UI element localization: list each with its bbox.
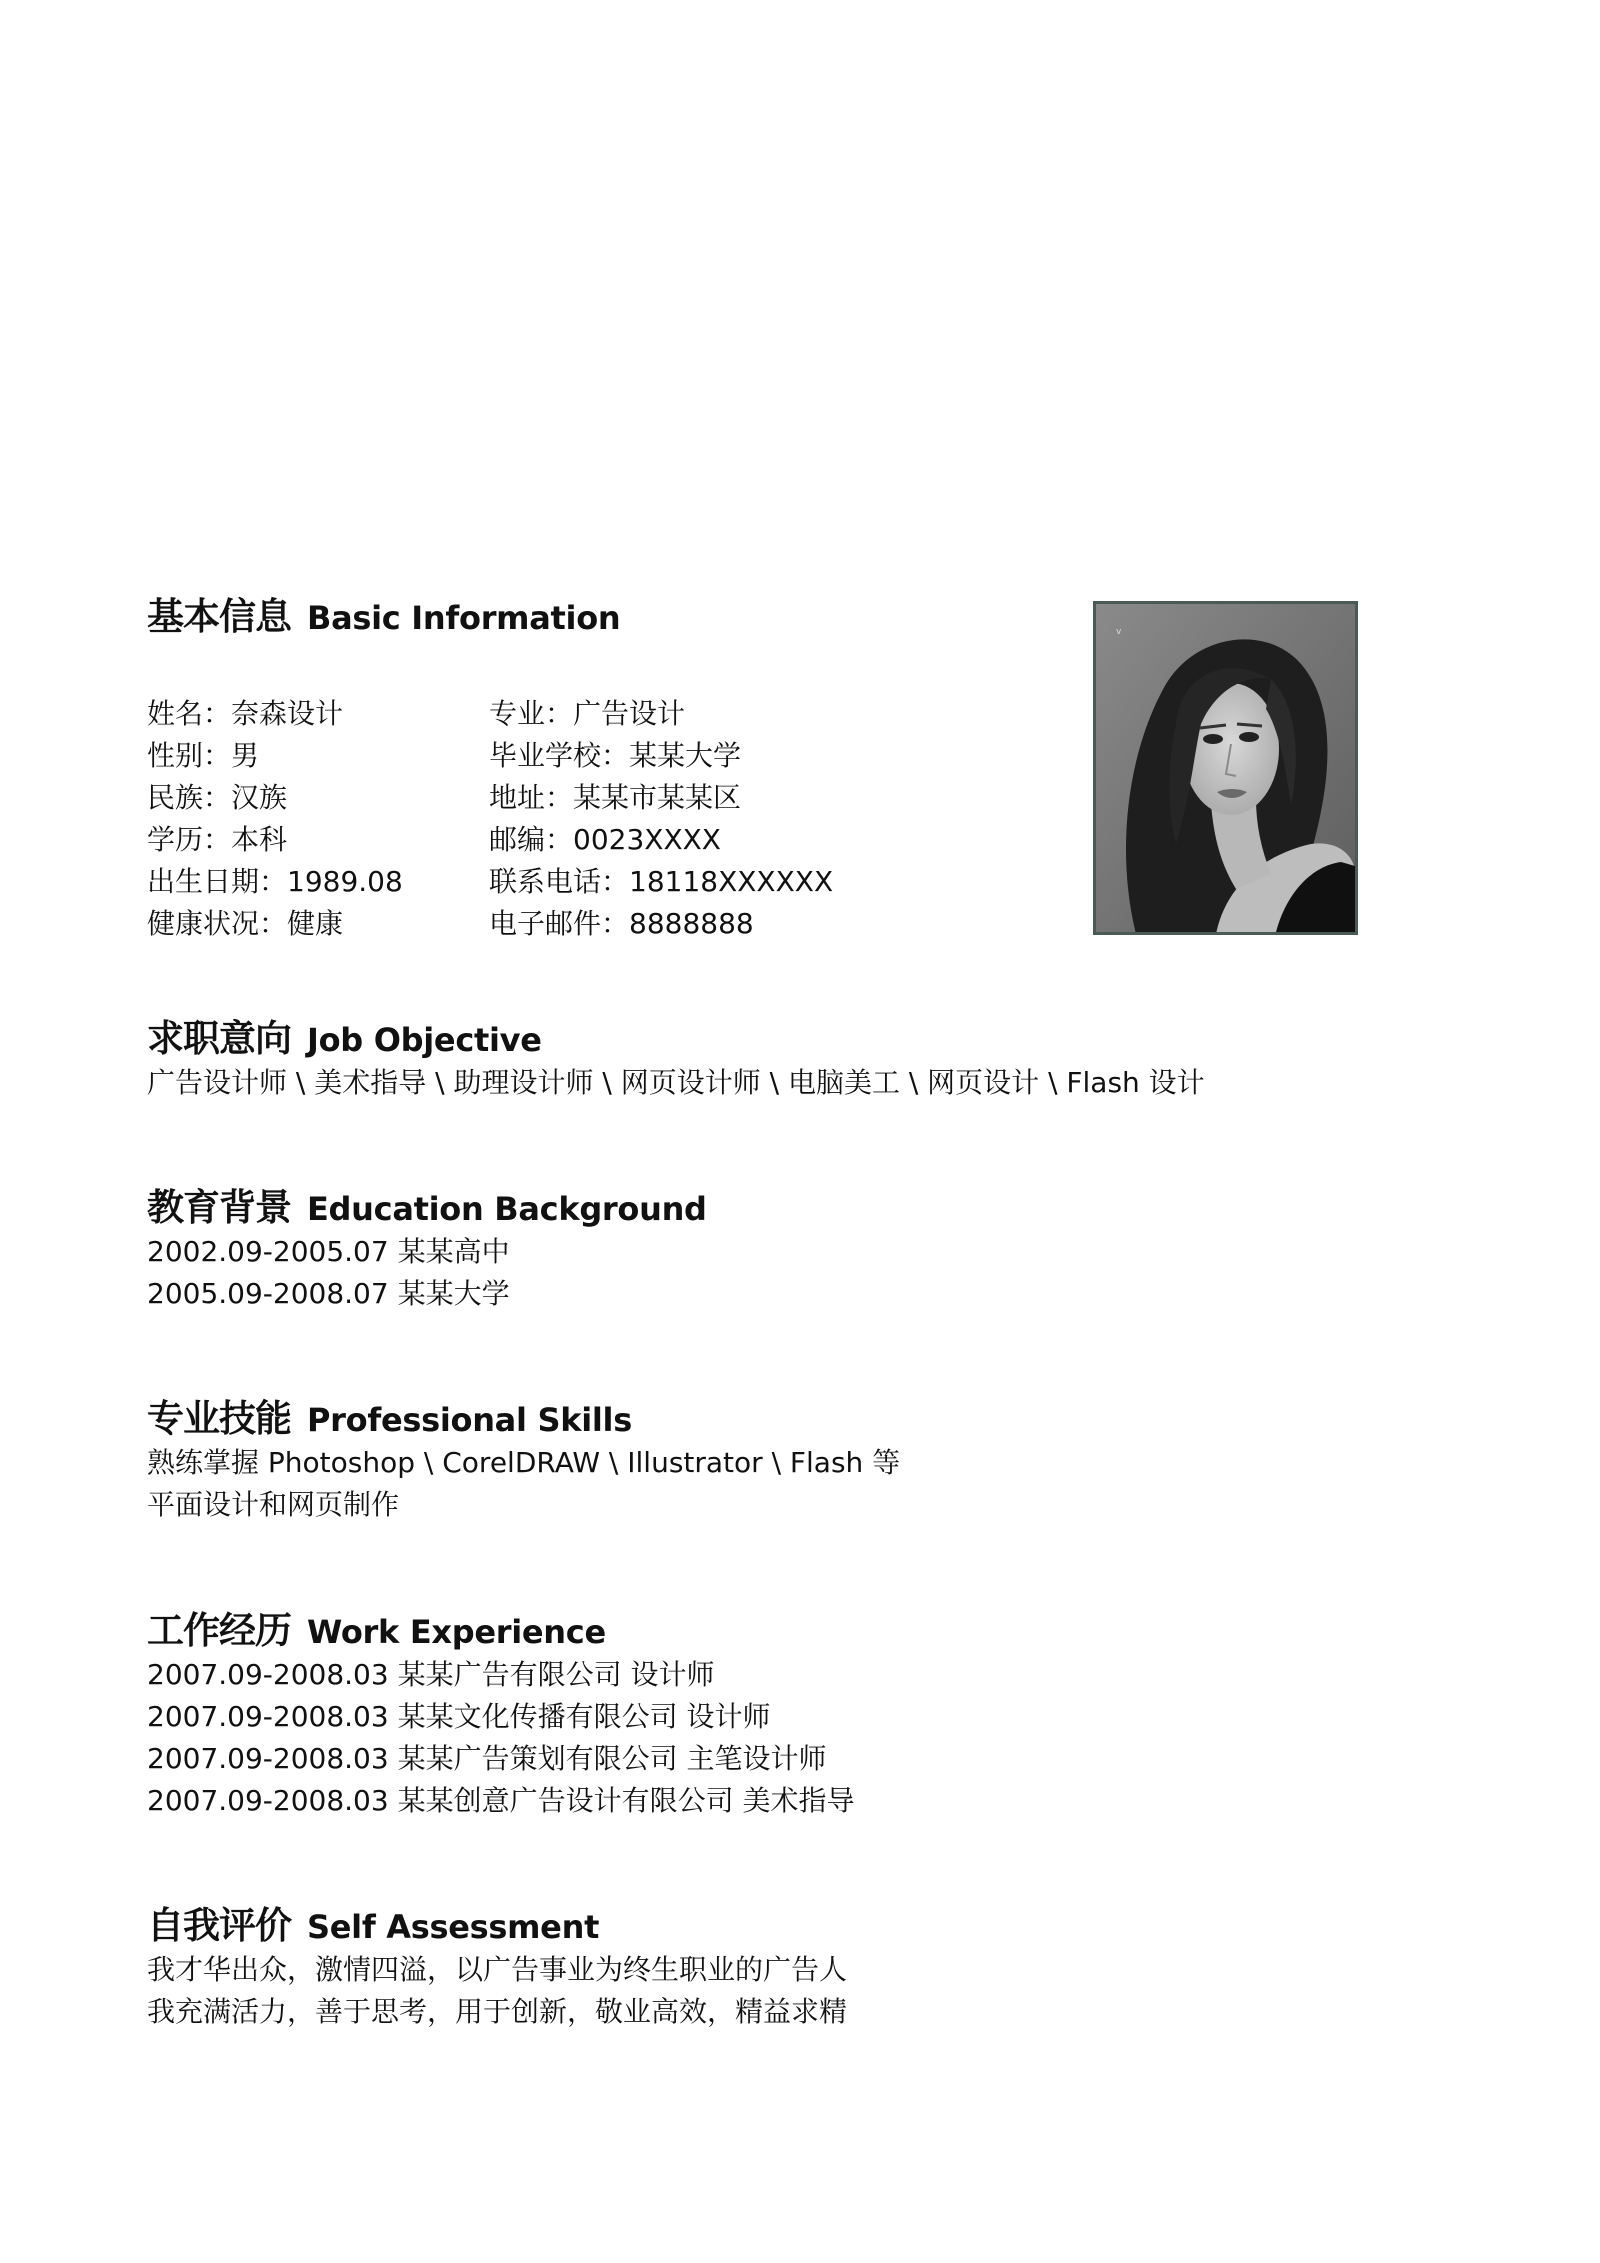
info-health: 健康状况：健康 [147, 907, 344, 940]
section-title-zh: 基本信息 [147, 595, 291, 638]
basic-info-section [147, 586, 1247, 638]
work-item: 2007.09-2008.03 某某广告策划有限公司 主笔设计师 [147, 1742, 827, 1775]
self-assessment-section [147, 1895, 1247, 2033]
objective-lines [147, 1062, 1247, 1104]
skills-section [147, 1388, 1247, 1526]
section-title-en: Job Objective [307, 1021, 542, 1059]
work-item: 2007.09-2008.03 某某创意广告设计有限公司 美术指导 [147, 1784, 855, 1817]
info-name: 姓名：奈森设计 [147, 697, 344, 730]
info-major: 专业：广告设计 [489, 697, 686, 730]
work-experience-section [147, 1600, 1247, 1822]
skills-line: 熟练掌握 Photoshop \ CorelDRAW \ Illustrator \ Flash 等 [147, 1446, 901, 1479]
self-lines [147, 1949, 1247, 2033]
section-title-zh: 工作经历 [147, 1609, 291, 1652]
work-item: 2007.09-2008.03 某某广告有限公司 设计师 [147, 1658, 715, 1691]
self-line: 我充满活力，善于思考，用于创新，敬业高效，精益求精 [147, 1995, 848, 2028]
education-item: 2002.09-2005.07 某某高中 [147, 1235, 510, 1268]
info-email: 电子邮件：8888888 [489, 907, 754, 940]
info-address: 地址：某某市某某区 [489, 781, 742, 814]
section-title-en: Self Assessment [307, 1908, 600, 1946]
section-title [147, 1008, 1247, 1060]
section-title-zh: 教育背景 [147, 1186, 291, 1229]
info-school: 毕业学校：某某大学 [489, 739, 742, 772]
section-title [147, 1600, 1247, 1652]
skills-lines [147, 1442, 1247, 1526]
section-title-en: Professional Skills [307, 1401, 632, 1439]
objective-line: 广告设计师 \ 美术指导 \ 助理设计师 \ 网页设计师 \ 电脑美工 \ 网页设计 \ Flash 设计 [147, 1066, 1205, 1099]
info-gender: 性别：男 [147, 739, 260, 772]
basic-info-left-column [147, 693, 403, 945]
portrait-photo [1093, 601, 1358, 935]
work-item: 2007.09-2008.03 某某文化传播有限公司 设计师 [147, 1700, 771, 1733]
education-section [147, 1177, 1247, 1315]
info-phone: 联系电话：18118XXXXXX [489, 865, 834, 898]
section-title-zh: 专业技能 [147, 1397, 291, 1440]
section-title-en: Work Experience [307, 1613, 606, 1651]
education-item: 2005.09-2008.07 某某大学 [147, 1277, 510, 1310]
section-title-en: Basic Information [307, 599, 621, 637]
section-title [147, 1895, 1247, 1947]
info-postcode: 邮编：0023XXXX [489, 823, 721, 856]
portrait-photo-icon [1096, 604, 1355, 932]
info-birth-date: 出生日期：1989.08 [147, 865, 403, 898]
svg-text:v: v [1116, 627, 1122, 637]
info-ethnicity: 民族：汉族 [147, 781, 288, 814]
info-degree: 学历：本科 [147, 823, 288, 856]
basic-info-right-column [489, 693, 833, 945]
section-title-en: Education Background [307, 1190, 707, 1228]
skills-line: 平面设计和网页制作 [147, 1488, 400, 1521]
section-title-zh: 求职意向 [147, 1017, 291, 1060]
section-title [147, 586, 1247, 638]
work-lines [147, 1654, 1247, 1822]
education-lines [147, 1231, 1247, 1315]
section-title [147, 1177, 1247, 1229]
job-objective-section [147, 1008, 1247, 1104]
self-line: 我才华出众，激情四溢，以广告事业为终生职业的广告人 [147, 1953, 848, 1986]
section-title-zh: 自我评价 [147, 1904, 291, 1947]
section-title [147, 1388, 1247, 1440]
